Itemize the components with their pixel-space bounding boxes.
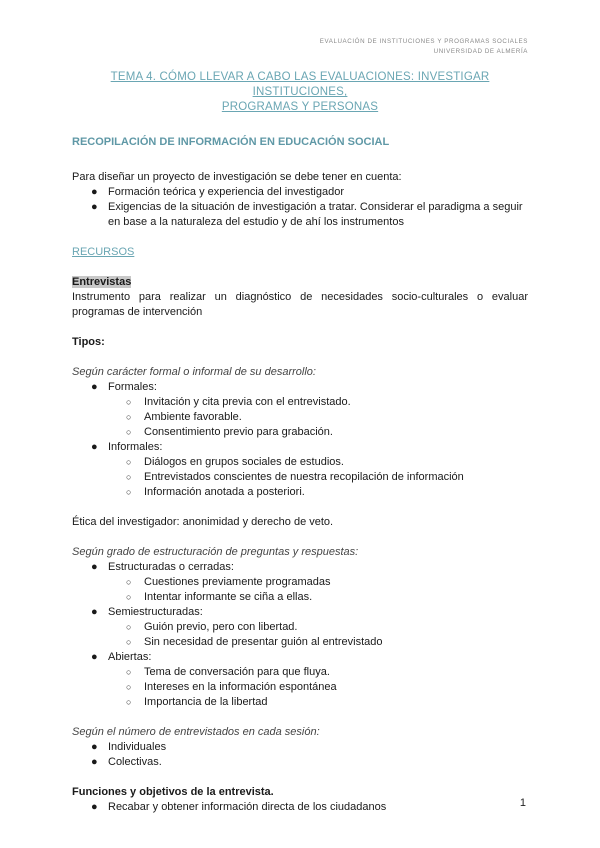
bullet-icon: ●	[91, 186, 98, 198]
circle-bullet-icon: ○	[126, 397, 132, 407]
bullet-icon: ●	[91, 651, 98, 663]
circle-bullet-icon: ○	[126, 622, 132, 632]
sub-list-item: ○ Consentimiento previo para grabación.	[126, 426, 333, 438]
page-title	[72, 70, 528, 115]
bullet-icon: ●	[91, 201, 98, 213]
funciones-list	[72, 800, 528, 815]
sub-list-item: ○ Importancia de la libertad	[126, 696, 268, 708]
circle-bullet-icon: ○	[126, 412, 132, 422]
circle-bullet-icon: ○	[126, 592, 132, 602]
document-body	[72, 70, 528, 815]
sub-list-item: ○ Ambiente favorable.	[126, 411, 242, 423]
recursos-heading: RECURSOS	[72, 246, 135, 258]
circle-bullet-icon: ○	[126, 457, 132, 467]
list-item: ● Formales: ○ Invitación y cita previa con el entrevistado. ○ Ambiente favorable. ○ Consentimiento previo para grabación.	[72, 380, 528, 440]
entrevistas-description: Instrumento para realizar un diagnóstico de necesidades socio-culturales o evaluar programas de intervención	[72, 291, 528, 318]
page-number: 1	[519, 797, 526, 809]
sub-list-item: ○ Información anotada a posteriori.	[126, 486, 305, 498]
bullet-icon: ●	[91, 756, 98, 768]
bullet-icon: ●	[91, 801, 98, 813]
sub-list	[108, 395, 528, 440]
sub-list	[108, 575, 528, 605]
criterion-1-list	[72, 380, 528, 500]
list-item: ● Recabar y obtener información directa de los ciudadanos	[91, 801, 387, 813]
circle-bullet-icon: ○	[126, 667, 132, 677]
criterion-number: Según el número de entrevistados en cada sesión:	[72, 726, 320, 738]
criterion-2-list	[72, 560, 528, 710]
sub-list-item: ○ Tema de conversación para que fluya.	[126, 666, 330, 678]
criterion-formal-informal: Según carácter formal o informal de su desarrollo:	[72, 366, 316, 378]
sub-list	[108, 665, 528, 710]
sub-list-item: ○ Entrevistados conscientes de nuestra recopilación de información	[126, 471, 464, 483]
list-item: ● Semiestructuradas: ○ Guión previo, pero con libertad. ○ Sin necesidad de presentar guión al entrevistado	[72, 605, 528, 650]
section-heading: RECOPILACIÓN DE INFORMACIÓN EN EDUCACIÓN SOCIAL	[72, 136, 390, 148]
header-course: EVALUACIÓN DE INSTITUCIONES Y PROGRAMAS SOCIALES	[319, 38, 528, 45]
intro-list	[72, 185, 528, 230]
criterion-structure: Según grado de estructuración de preguntas y respuestas:	[72, 546, 359, 558]
list-item: ● Individuales	[91, 741, 167, 753]
tipos-heading: Tipos:	[72, 336, 105, 348]
list-item: ● Estructuradas o cerradas: ○ Cuestiones previamente programadas ○ Intentar informante se ciña a ellas.	[72, 560, 528, 605]
sub-list	[108, 620, 528, 650]
sub-list-item: ○ Intereses en la información espontánea	[126, 681, 337, 693]
list-item: ● Informales: ○ Diálogos en grupos sociales de estudios. ○ Entrevistados conscientes de nuestra recopilación de información ○ Información anotada a posteriori.	[72, 440, 528, 500]
list-item: ● Formación teórica y experiencia del investigador	[91, 186, 345, 198]
funciones-heading: Funciones y objetivos de la entrevista.	[72, 786, 274, 798]
criterion-3-list	[72, 740, 528, 770]
circle-bullet-icon: ○	[126, 427, 132, 437]
bullet-icon: ●	[91, 381, 98, 393]
bullet-icon: ●	[91, 606, 98, 618]
title-line-1: TEMA 4. CÓMO LLEVAR A CABO LAS EVALUACIONES: INVESTIGAR INSTITUCIONES,	[110, 71, 490, 98]
title-line-2: PROGRAMAS Y PERSONAS	[221, 101, 379, 113]
sub-list-item: ○ Invitación y cita previa con el entrevistado.	[126, 396, 351, 408]
entrevistas-heading: Entrevistas	[72, 276, 132, 288]
document-header	[320, 37, 528, 56]
sub-list-item: ○ Diálogos en grupos sociales de estudios.	[126, 456, 344, 468]
list-item: ● Colectivas.	[91, 756, 162, 768]
header-university: UNIVERSIDAD DE ALMERÍA	[433, 47, 528, 55]
circle-bullet-icon: ○	[126, 577, 132, 587]
bullet-icon: ●	[91, 441, 98, 453]
sub-list	[108, 455, 528, 500]
bullet-icon: ●	[91, 741, 98, 753]
list-item: ● Exigencias de la situación de investigación a tratar. Considerar el paradigma a seguir en base a la naturaleza del estudio y de ahí los instrumentos	[91, 201, 523, 228]
etica-paragraph: Ética del investigador: anonimidad y derecho de veto.	[72, 516, 334, 528]
circle-bullet-icon: ○	[126, 682, 132, 692]
circle-bullet-icon: ○	[126, 697, 132, 707]
circle-bullet-icon: ○	[126, 472, 132, 482]
bullet-icon: ●	[91, 561, 98, 573]
sub-list-item: ○ Sin necesidad de presentar guión al entrevistado	[126, 636, 383, 648]
sub-list-item: ○ Intentar informante se ciña a ellas.	[126, 591, 313, 603]
sub-list-item: ○ Cuestiones previamente programadas	[126, 576, 331, 588]
intro-paragraph: Para diseñar un proyecto de investigación se debe tener en cuenta:	[72, 171, 402, 183]
circle-bullet-icon: ○	[126, 487, 132, 497]
circle-bullet-icon: ○	[126, 637, 132, 647]
sub-list-item: ○ Guión previo, pero con libertad.	[126, 621, 298, 633]
list-item: ● Abiertas: ○ Tema de conversación para que fluya. ○ Intereses en la información espontánea ○ Importancia de la libertad	[72, 650, 528, 710]
